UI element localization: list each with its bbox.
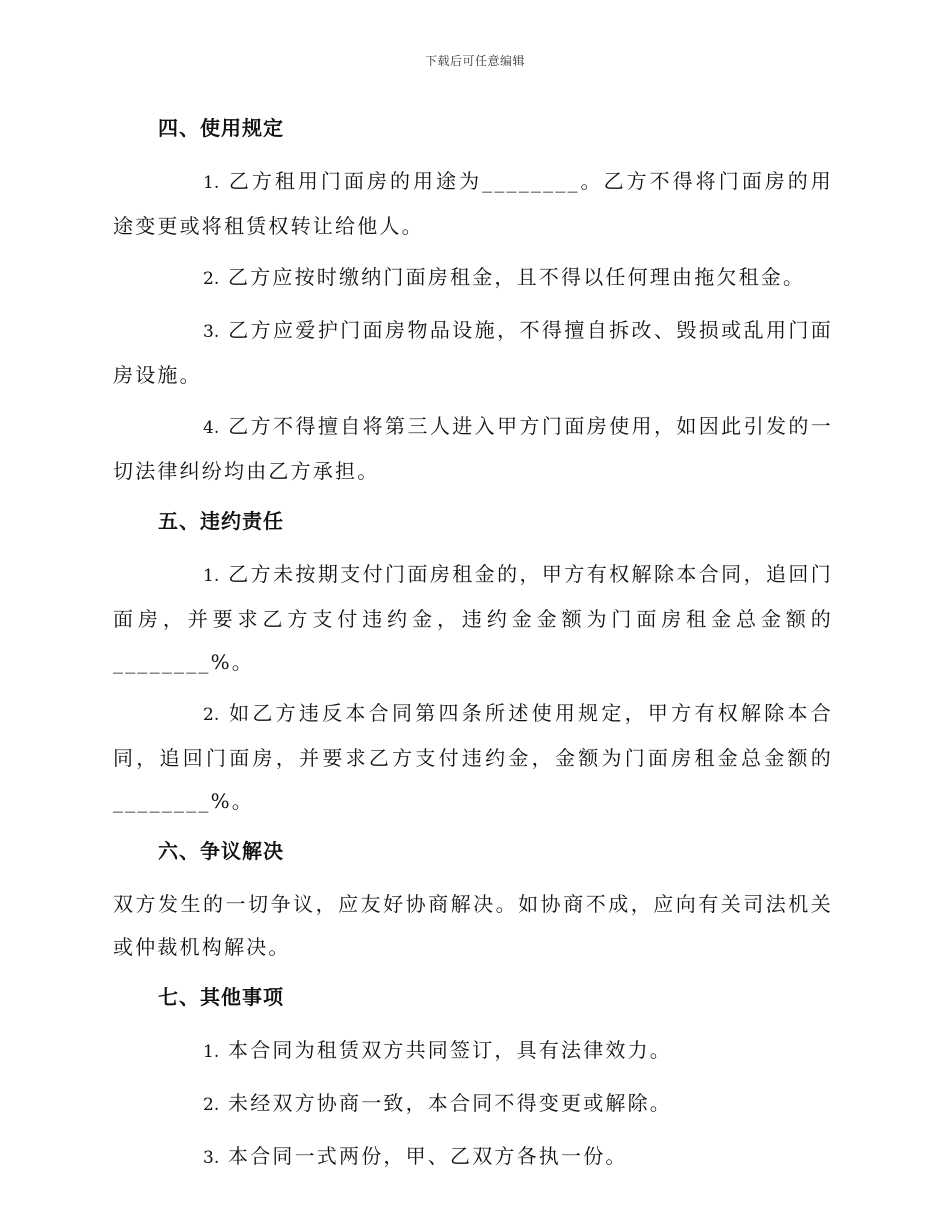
clause-number: 2. — [203, 269, 220, 289]
clause-number: 2. — [203, 1095, 220, 1115]
clause-5-1 — [113, 553, 833, 684]
clause-4-1 — [113, 160, 833, 248]
page-header: 下载后可任意编辑 — [424, 54, 525, 68]
clause-number: 1. — [203, 566, 220, 586]
section-heading-usage: 四、使用规定 — [158, 116, 284, 140]
clause-4-3 — [113, 309, 833, 397]
document-body — [113, 108, 833, 1188]
clause-text: 未经双方协商一致，本合同不得变更或解除。 — [228, 1091, 672, 1115]
section-heading-liability: 五、违约责任 — [158, 509, 284, 533]
clause-text: 乙方租用门面房的用途为________。乙方不得将门面房的用途变更或将租赁权转让给他人。 — [113, 169, 833, 238]
clause-4-2 — [113, 256, 833, 301]
section-heading-dispute: 六、争议解决 — [158, 839, 284, 863]
clause-number: 1. — [203, 1042, 220, 1062]
clause-text: 乙方应爱护门面房物品设施，不得擅自拆改、毁损或乱用门面房设施。 — [113, 318, 833, 387]
clause-text: 如乙方违反本合同第四条所述使用规定，甲方有权解除本合同，追回门面房，并要求乙方支付违约金，金额为门面房租金总金额的________%。 — [113, 701, 833, 813]
clause-number: 4. — [203, 418, 220, 438]
clause-number: 3. — [203, 322, 220, 342]
clause-6: 双方发生的一切争议，应友好协商解决。如协商不成，应向有关司法机关或仲裁机构解决。 — [113, 892, 833, 959]
clause-number: 1. — [203, 173, 220, 193]
clause-4-4 — [113, 405, 833, 493]
clause-number: 2. — [203, 705, 220, 725]
clause-7-1 — [113, 1029, 833, 1074]
clause-5-2 — [113, 692, 833, 823]
clause-text: 乙方不得擅自将第三人进入甲方门面房使用，如因此引发的一切法律纠纷均由乙方承担。 — [113, 414, 833, 483]
clause-text: 乙方未按期支付门面房租金的，甲方有权解除本合同，追回门面房，并要求乙方支付违约金，违约金金额为门面房租金总金额的________%。 — [113, 562, 833, 674]
clause-7-3 — [113, 1135, 833, 1180]
clause-7-2 — [113, 1082, 833, 1127]
clause-text: 本合同为租赁双方共同签订，具有法律效力。 — [228, 1038, 672, 1062]
clause-number: 3. — [203, 1148, 220, 1168]
clause-text: 乙方应按时缴纳门面房租金，且不得以任何理由拖欠租金。 — [228, 265, 806, 289]
clause-text: 本合同一式两份，甲、乙双方各执一份。 — [228, 1144, 628, 1168]
section-heading-other: 七、其他事项 — [158, 985, 284, 1009]
